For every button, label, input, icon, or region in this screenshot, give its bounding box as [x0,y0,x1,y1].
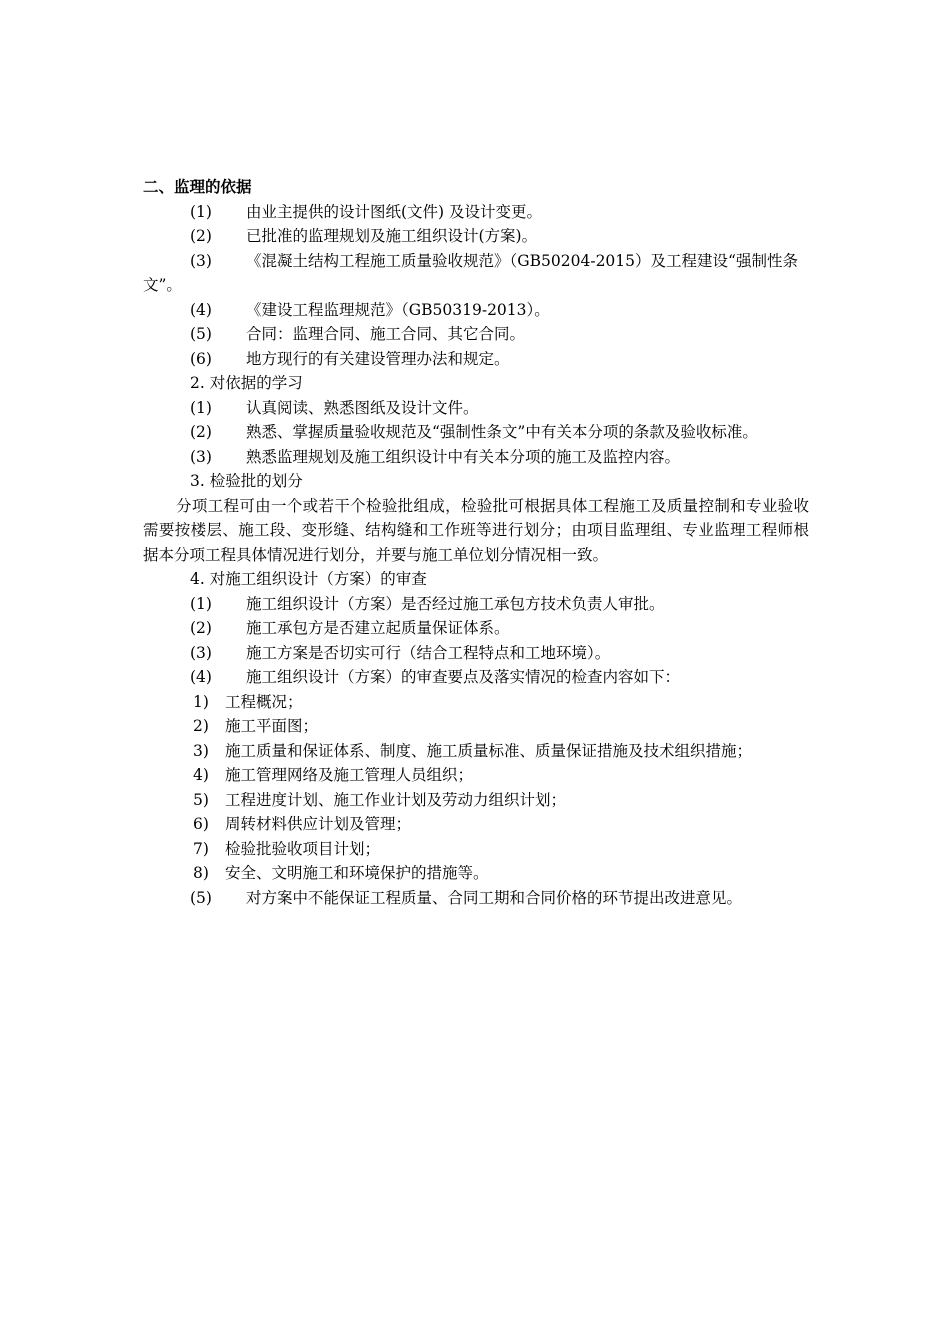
section-heading: 二、监理的依据 [143,177,252,196]
item-text: 对方案中不能保证工程质量、合同工期和合同价格的环节提出改进意见。 [246,888,743,907]
subitem-text: 检验批验收项目计划； [225,839,381,858]
subitem-text: 施工质量和保证体系、制度、施工质量标准、质量保证措施及技术组织措施； [225,741,753,760]
basis-item-2 [143,224,809,249]
item-text: 施工组织设计（方案）是否经过施工承包方技术负责人审批。 [246,594,665,613]
item-text: 《混凝土结构工程施工质量验收规范》（GB50204-2015）及工程建设“强制性条文”。 [143,251,798,294]
review-subitem-3 [143,739,809,764]
item-text: 地方现行的有关建设管理办法和规定。 [246,349,510,368]
study-item-1 [143,396,809,421]
item-number: (3) [190,251,212,270]
item-text: 施工组织设计（方案）的审查要点及落实情况的检查内容如下： [246,668,681,686]
study-item-3 [143,445,809,470]
subitem-number: 6) [193,815,209,833]
item-text: 熟悉监理规划及施工组织设计中有关本分项的施工及监控内容。 [246,447,681,466]
subitem-number: 8) [193,864,209,882]
document-body [143,175,809,910]
item-text: 施工方案是否切实可行（结合工程特点和工地环境）。 [246,643,611,662]
item-number: (3) [190,447,212,466]
section-3-paragraph: 分项工程可由一个或若干个检验批组成，检验批可根据具体工程施工及质量控制和专业验收需要按楼层、施工段、变形缝、结构缝和工作班等进行划分；由项目监理组、专业监理工程师根据本分项工程具体情况进行划分，并要与施工单位划分情况相一致。 [143,496,809,564]
review-subitem-4 [143,763,809,788]
subitem-text: 施工管理网络及施工管理人员组织； [225,766,474,784]
item-number: (3) [190,643,212,662]
review-item-5 [143,886,809,911]
section-3-title: 3. 检验批的划分 [190,472,303,490]
review-item-1 [143,592,809,617]
review-subitem-7 [143,837,809,862]
review-item-2 [143,616,809,641]
item-number: (4) [190,668,212,686]
review-item-3 [143,641,809,666]
review-subitem-5 [143,788,809,813]
item-text: 《建设工程监理规范》（GB50319-2013）。 [246,300,550,319]
subitem-text: 安全、文明施工和环境保护的措施等。 [225,864,489,882]
subitem-number: 1) [193,692,209,711]
subitem-text: 周转材料供应计划及管理； [225,815,412,833]
item-text: 已批准的监理规划及施工组织设计(方案)。 [246,227,538,245]
basis-item-1 [143,200,809,225]
item-number: (1) [190,594,212,613]
basis-item-5 [143,322,809,347]
item-number: (2) [190,619,212,637]
subitem-number: 7) [193,839,209,858]
item-text: 合同：监理合同、施工合同、其它合同。 [246,325,526,343]
review-subitem-6 [143,812,809,837]
subitem-text: 工程进度计划、施工作业计划及劳动力组织计划； [225,790,567,809]
item-number: (1) [190,202,212,221]
review-subitem-8 [143,861,809,886]
subitem-number: 5) [193,790,209,809]
section-2-title: 2. 对依据的学习 [190,374,303,392]
item-text: 由业主提供的设计图纸(文件) 及设计变更。 [246,202,543,221]
item-number: (4) [190,300,212,319]
basis-item-4 [143,298,809,323]
item-text: 施工承包方是否建立起质量保证体系。 [246,619,510,637]
basis-item-6 [143,347,809,372]
item-number: (2) [190,227,212,245]
study-item-2 [143,420,809,445]
basis-item-3 [143,249,809,298]
subitem-number: 4) [193,766,209,784]
subitem-number: 2) [193,717,209,735]
item-text: 认真阅读、熟悉图纸及设计文件。 [246,398,479,417]
item-number: (1) [190,398,212,417]
review-subitem-2 [143,714,809,739]
subitem-text: 工程概况； [225,692,303,711]
review-item-4 [143,665,809,690]
item-number: (5) [190,888,212,907]
item-number: (5) [190,325,212,343]
item-text: 熟悉、掌握质量验收规范及“强制性条文”中有关本分项的条款及验收标准。 [246,423,758,441]
item-number: (2) [190,423,212,441]
review-subitem-1 [143,690,809,715]
section-4-title: 4. 对施工组织设计（方案）的审查 [190,570,427,588]
item-number: (6) [190,349,212,368]
subitem-text: 施工平面图； [225,717,319,735]
subitem-number: 3) [193,741,209,760]
